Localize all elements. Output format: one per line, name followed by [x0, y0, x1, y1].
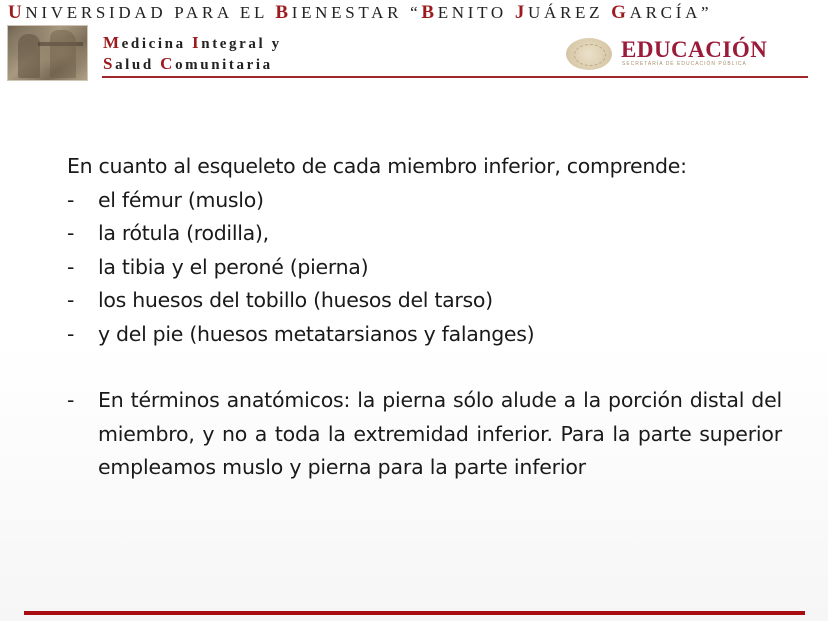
- title-text: UÁREZ: [528, 3, 612, 22]
- program-text: alud: [115, 57, 161, 73]
- intro-text: En cuanto al esqueleto de cada miembro inferior, comprende:: [67, 154, 687, 178]
- title-text: ENITO: [437, 3, 515, 22]
- list-item: [67, 217, 782, 251]
- program-text: ntegral y: [201, 36, 282, 52]
- title-initial: J: [514, 2, 529, 23]
- program-initial: I: [192, 33, 202, 52]
- title-text: IENESTAR “: [291, 3, 422, 22]
- dash-bullet-icon: -: [67, 187, 75, 212]
- program-line-2: [103, 54, 282, 75]
- header-divider: [102, 76, 808, 78]
- footer-divider: [24, 611, 805, 615]
- dash-bullet-icon: -: [67, 288, 75, 312]
- paragraph-text: En términos anatómicos: la pierna sólo alude a la porción distal del miembro, y no a toda la extremidad inferior. Para la parte superior empleamos muslo y pierna para la parte inferior: [98, 388, 782, 479]
- program-initial: C: [160, 54, 176, 73]
- spacer: [67, 351, 782, 384]
- mural-figure: [50, 30, 76, 78]
- list-item: [67, 284, 782, 318]
- program-initial: M: [103, 33, 122, 52]
- title-initial: B: [421, 2, 438, 23]
- list-item-text: la tibia y el peroné (pierna): [98, 254, 369, 279]
- list-item: [67, 318, 782, 352]
- mexico-seal-icon: [566, 38, 612, 70]
- list-item: [67, 251, 782, 285]
- slide-body: [67, 150, 782, 485]
- mural-figure: [18, 34, 40, 78]
- university-title: [8, 2, 820, 24]
- dash-bullet-icon: -: [67, 221, 75, 245]
- dash-bullet-icon: -: [67, 254, 75, 279]
- list-item: [67, 184, 782, 218]
- list-item-text: los huesos del tobillo (huesos del tarso): [98, 288, 493, 312]
- education-subtitle: SECRETARÍA DE EDUCACIÓN PÚBLICA: [622, 61, 747, 67]
- list-item-text: la rótula (rodilla),: [98, 221, 269, 245]
- paragraph-item: [67, 384, 782, 485]
- list-item-text: el fémur (muslo): [98, 187, 264, 212]
- title-text: ARCÍA”: [629, 3, 713, 22]
- list-item-text: y del pie (huesos metatarsianos y falanges): [98, 321, 535, 346]
- program-line-1: [103, 33, 282, 54]
- dash-bullet-icon: -: [67, 321, 75, 346]
- mural-image: [7, 25, 88, 81]
- title-initial: U: [8, 2, 26, 23]
- dash-bullet-icon: -: [67, 388, 75, 412]
- title-initial: G: [611, 2, 630, 23]
- title-initial: B: [275, 2, 292, 23]
- program-text: edicina: [121, 36, 193, 52]
- program-text: omunitaria: [175, 57, 273, 73]
- education-logo: EDUCACIÓN: [621, 37, 768, 62]
- title-text: NIVERSIDAD PARA EL: [25, 3, 276, 22]
- program-name: [103, 33, 282, 75]
- program-initial: S: [103, 54, 116, 73]
